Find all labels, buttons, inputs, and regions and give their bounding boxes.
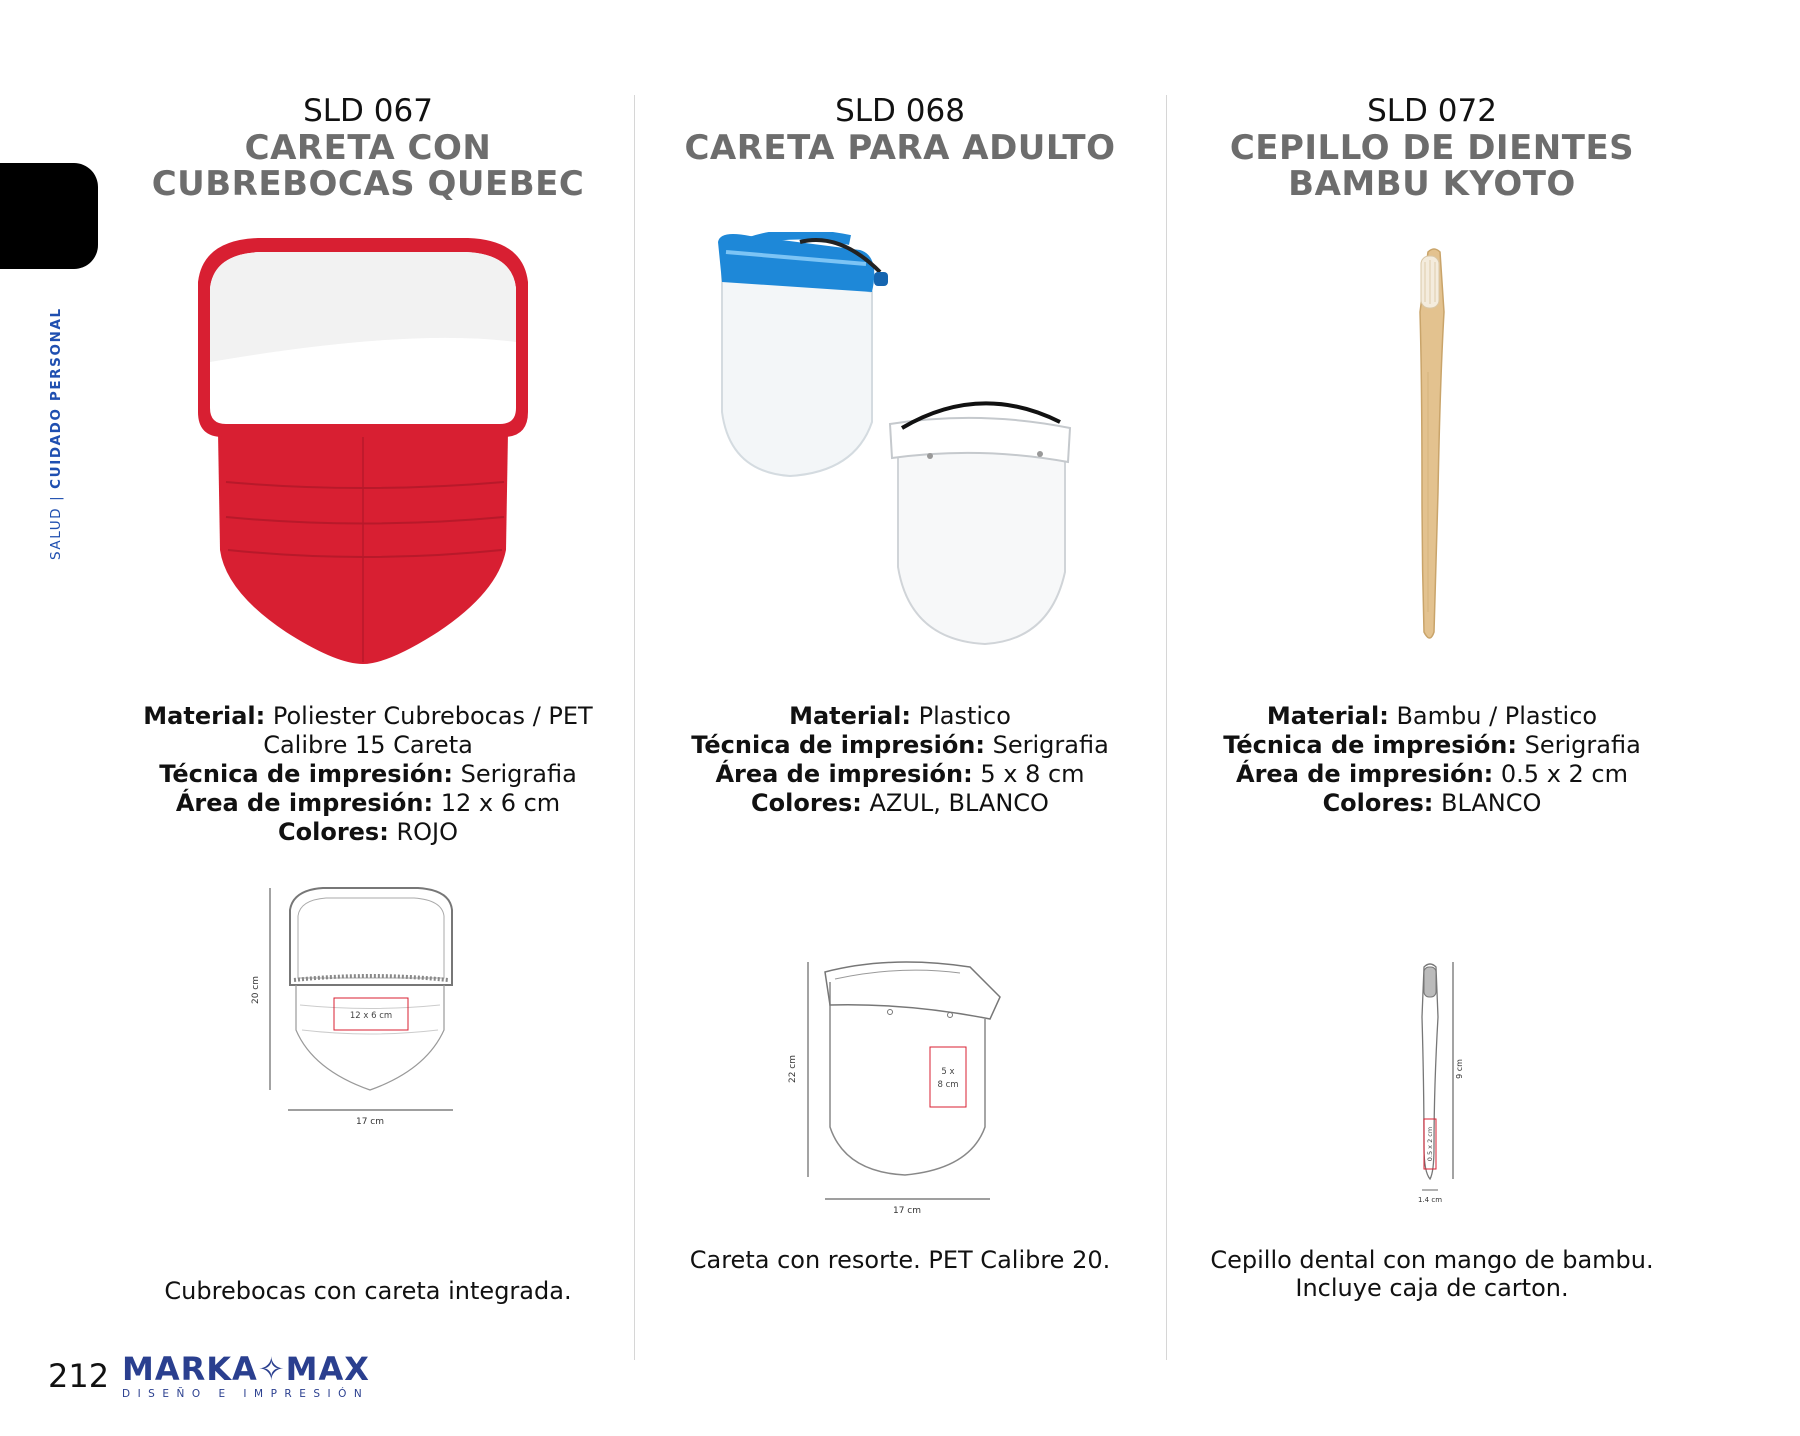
width-dimension: 1.4 cm xyxy=(1417,1196,1443,1204)
column-divider xyxy=(1166,95,1167,1360)
colores-label: Colores: xyxy=(1322,789,1434,817)
tecnica-value: Serigrafia xyxy=(985,731,1109,759)
product-specs xyxy=(640,702,1160,818)
description-line-2: Incluye caja de carton. xyxy=(1295,1274,1569,1302)
tecnica-label: Técnica de impresión: xyxy=(1223,731,1517,759)
tecnica-value: Serigrafia xyxy=(453,760,577,788)
colores-value: BLANCO xyxy=(1433,789,1542,817)
area-label: Área de impresión: xyxy=(715,760,973,788)
section-name: CUIDADO PERSONAL xyxy=(48,307,64,489)
material-label: Material: xyxy=(1266,702,1389,730)
product-description xyxy=(1172,1246,1692,1302)
tecnica-label: Técnica de impresión: xyxy=(159,760,453,788)
material-label: Material: xyxy=(789,702,911,730)
print-area-label-line2: 8 cm xyxy=(937,1080,959,1090)
product-code: SLD 072 xyxy=(1367,93,1497,129)
brand-tagline: DISEÑO E IMPRESIÓN xyxy=(122,1388,370,1400)
material-value: Poliester Cubrebocas / PET Calibre 15 Careta xyxy=(263,702,593,759)
face-shield-photo xyxy=(640,232,1160,682)
colores-label: Colores: xyxy=(278,818,389,846)
material-value: Plastico xyxy=(910,702,1011,730)
shield-technical-drawing xyxy=(640,957,1160,1257)
height-dimension: 22 cm xyxy=(788,1054,798,1084)
width-dimension: 17 cm xyxy=(355,1117,385,1127)
mask-technical-drawing xyxy=(108,880,628,1180)
product-specs xyxy=(1172,702,1692,818)
product-sld-068 xyxy=(640,92,1160,1274)
colores-value: ROJO xyxy=(388,818,458,846)
brand-name: MARKA✧MAX xyxy=(122,1350,370,1388)
toothbrush-technical-drawing xyxy=(1172,957,1692,1257)
material-label: Material: xyxy=(143,702,266,730)
product-specs xyxy=(108,702,628,847)
section-label xyxy=(48,307,64,560)
height-dimension: 9 cm xyxy=(1455,1059,1464,1079)
description-line-1: Cepillo dental con mango de bambu. xyxy=(1210,1246,1654,1274)
height-dimension: 20 cm xyxy=(251,975,261,1005)
mask-with-shield-photo xyxy=(108,232,628,682)
product-title: CARETA PARA ADULTO xyxy=(684,130,1116,168)
area-label: Área de impresión: xyxy=(175,789,434,817)
area-label: Área de impresión: xyxy=(1236,760,1494,788)
column-divider xyxy=(634,95,635,1360)
print-area-label: 12 x 6 cm xyxy=(349,1011,393,1021)
product-title: CEPILLO DE DIENTES BAMBU KYOTO xyxy=(1229,130,1635,202)
width-dimension: 17 cm xyxy=(892,1206,922,1216)
material-value: Bambu / Plastico xyxy=(1388,702,1598,730)
section-tab xyxy=(0,163,98,269)
product-code: SLD 067 xyxy=(303,93,433,129)
product-sld-067 xyxy=(108,92,628,1305)
product-sld-072 xyxy=(1172,92,1692,1302)
page-number: 212 xyxy=(48,1357,110,1395)
area-value: 5 x 8 cm xyxy=(972,760,1085,788)
colores-label: Colores: xyxy=(751,789,862,817)
brand-logo xyxy=(122,1352,370,1400)
tecnica-label: Técnica de impresión: xyxy=(691,731,985,759)
product-description: Careta con resorte. PET Calibre 20. xyxy=(689,1246,1111,1274)
bamboo-toothbrush-photo xyxy=(1172,232,1692,682)
product-description: Cubrebocas con careta integrada. xyxy=(164,1277,572,1305)
tecnica-value: Serigrafia xyxy=(1517,731,1641,759)
section-prefix: SALUD | xyxy=(48,488,64,560)
colores-value: AZUL, BLANCO xyxy=(861,789,1049,817)
product-code: SLD 068 xyxy=(835,93,965,129)
print-area-label: 0.5 x 2 cm xyxy=(1426,1126,1434,1162)
area-value: 12 x 6 cm xyxy=(433,789,561,817)
print-area-label-line1: 5 x xyxy=(941,1067,955,1077)
area-value: 0.5 x 2 cm xyxy=(1493,760,1628,788)
product-title: CARETA CON CUBREBOCAS QUEBEC xyxy=(151,130,585,202)
